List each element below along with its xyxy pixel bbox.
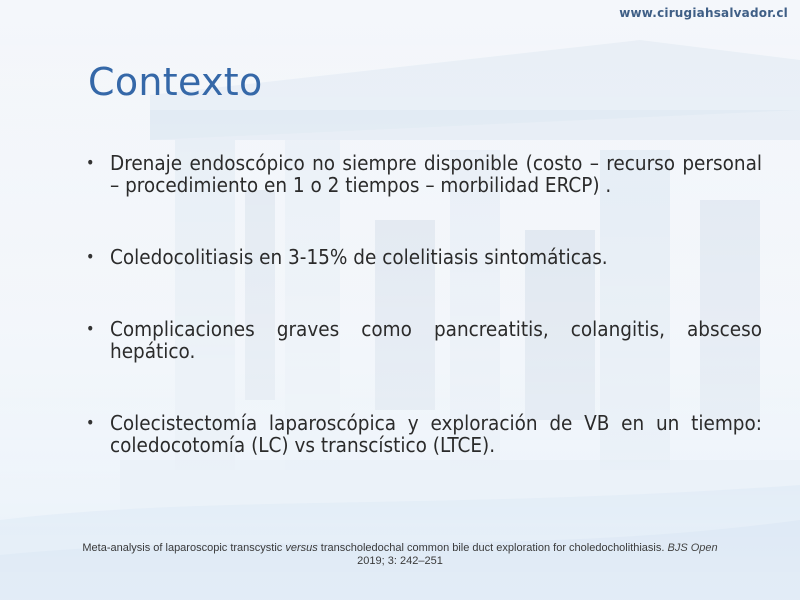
site-url: www.cirugiahsalvador.cl: [619, 6, 788, 20]
bullet-dot-icon: •: [86, 413, 95, 432]
bullet-text: Coledocolitiasis en 3-15% de colelitiasis sintomáticas.: [110, 245, 608, 269]
reference-journal: BJS Open: [667, 542, 718, 554]
bullet-dot-icon: •: [86, 319, 95, 338]
reference-citation-details: 2019; 3: 242–251: [357, 555, 443, 567]
bullet-text: Drenaje endoscópico no siempre disponible (costo – recurso personal – procedimiento en 1 o 2 tiempos – morbilidad ERCP) .: [110, 151, 762, 197]
bullet-item: [86, 246, 762, 268]
bullet-dot-icon: •: [86, 247, 95, 266]
reference-text-part2: transcholedochal common bile duct exploration for choledocholithiasis.: [317, 542, 668, 554]
reference-emphasis: versus: [285, 542, 318, 554]
bullet-list: [86, 152, 762, 456]
bullet-text: Complicaciones graves como pancreatitis, colangitis, absceso hepático.: [110, 317, 762, 363]
bullet-item: [86, 412, 762, 456]
slide-title: Contexto: [88, 60, 263, 104]
bullet-text: Colecistectomía laparoscópica y exploración de VB en un tiempo: coledocotomía (LC) vs transcístico (LTCE).: [110, 411, 762, 457]
reference-citation: [40, 542, 760, 568]
bullet-dot-icon: •: [86, 153, 95, 172]
bullet-item: [86, 152, 762, 196]
reference-text-part1: Meta-analysis of laparoscopic transcystic: [82, 542, 286, 554]
bullet-item: [86, 318, 762, 362]
